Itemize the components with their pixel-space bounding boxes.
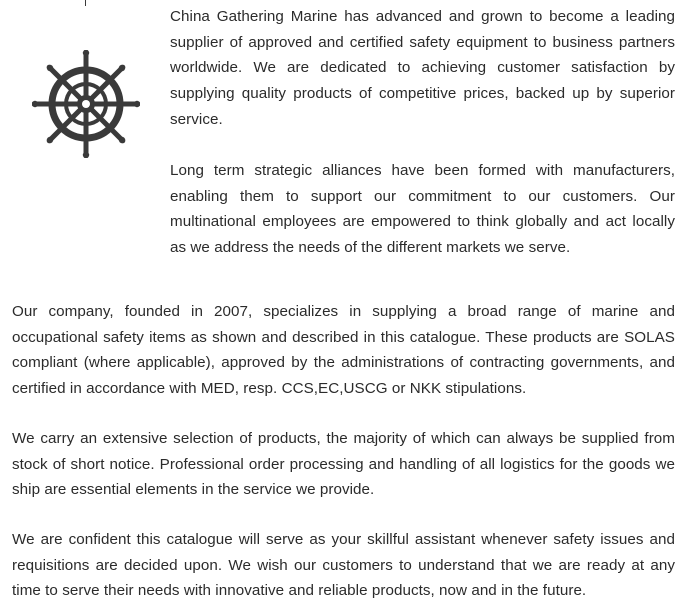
intro-paragraph-2: Long term strategic alliances have been formed with manufacturers, enabling them to support our commitment to our customers. Our multinational employees are empowered to think globally and act locally as we address the needs of the different markets we serve. [170, 162, 675, 257]
body-paragraph-3: We are confident this catalogue will serve as your skillful assistant whenever safety issues and requisitions are decided upon. We wish our customers to understand that we are ready at any time to serve their needs with innovative and reliable products, now and in the future. [12, 531, 675, 600]
body-paragraph-1: Our company, founded in 2007, specializes in supplying a broad range of marine and occupational safety items as shown and described in this catalogue. These products are SOLAS compliant (where applicable), approved by the administrations of contracting governments, and certified in accordance with MED, resp. CCS,EC,USCG or NKK stipulations. [12, 303, 675, 398]
intro-paragraph-1: China Gathering Marine has advanced and grown to become a leading supplier of approved and certified safety equipment to business partners worldwide. We are dedicated to achieving customer satisfaction by supplying quality products of competitive prices, backed up by superior service. [170, 8, 675, 128]
body-paragraph-2: We carry an extensive selection of products, the majority of which can always be supplied from stock of short notice. Professional order processing and handling of all logistics for the goods we ship are essential elements in the service we provide. [12, 430, 675, 499]
ship-wheel-icon [32, 50, 140, 158]
top-divider-line [85, 0, 86, 6]
